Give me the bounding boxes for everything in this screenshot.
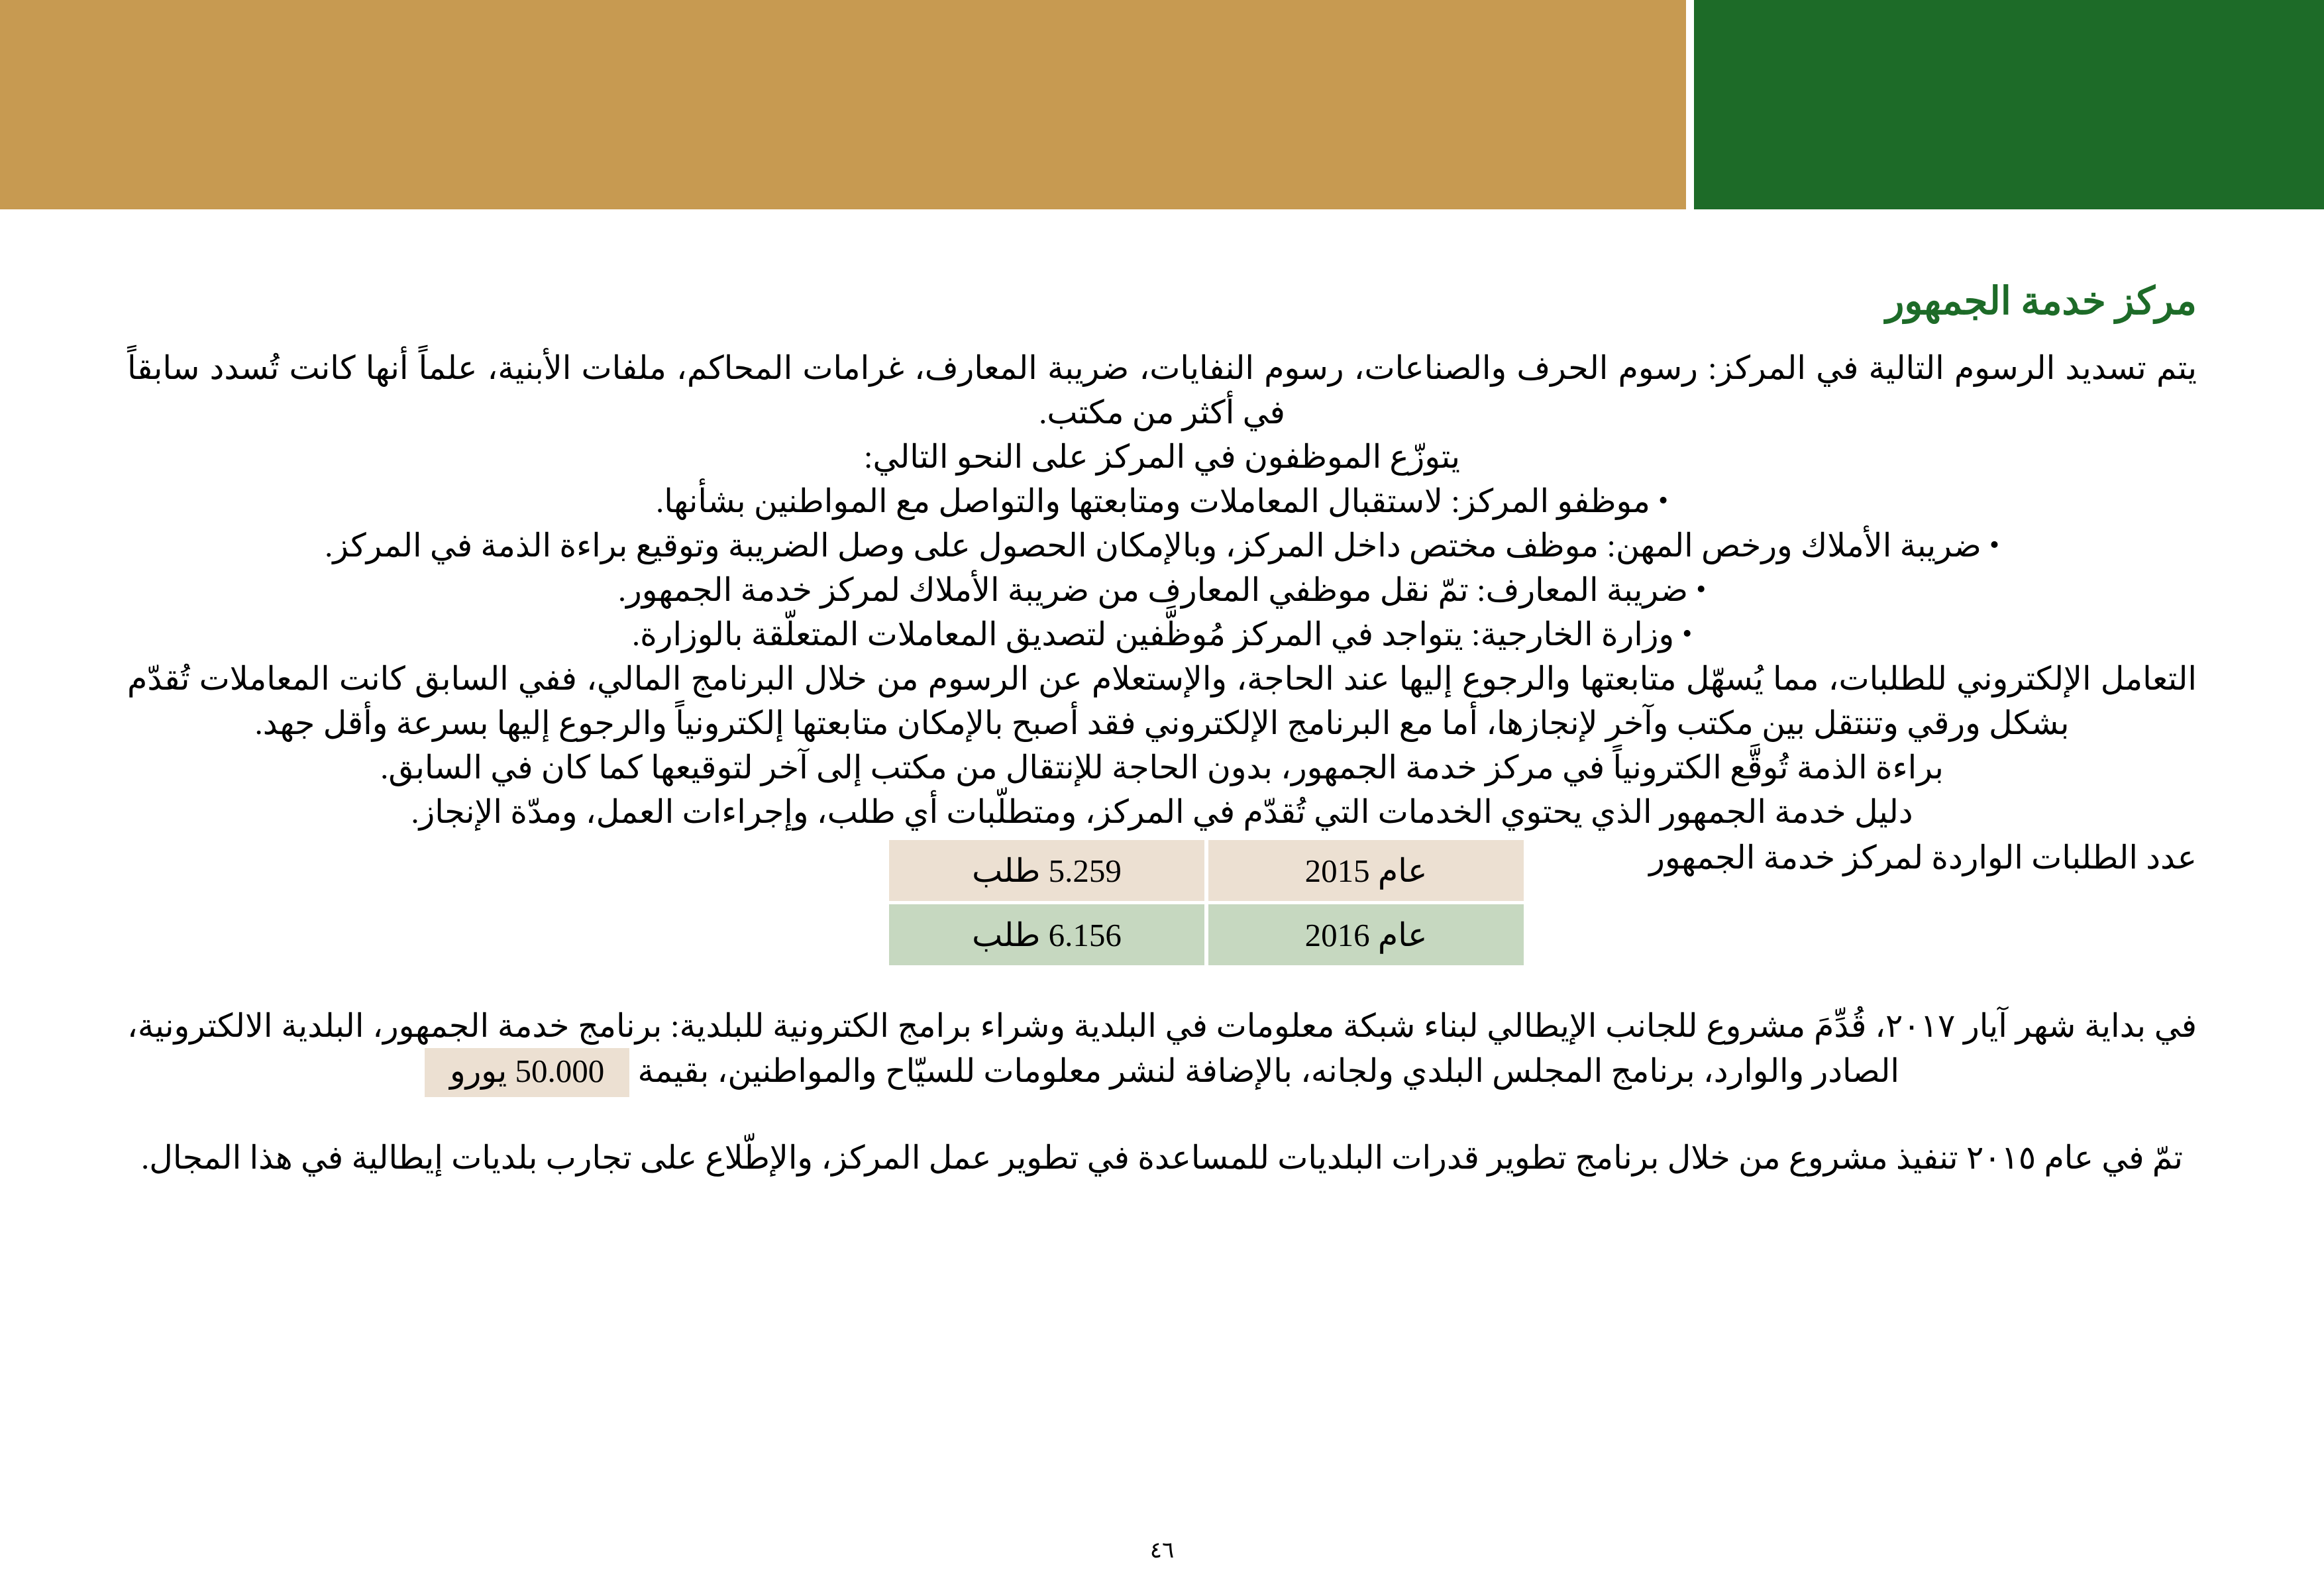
intro-paragraph: يتم تسديد الرسوم التالية في المركز: رسوم الحرف والصناعات، رسوم النفايات، ضريبة المعارف، غرامات المحاكم، ملفات الأبنية، علماً أنها كانت تُسدد سابقاً في أكثر من مكتب.: [127, 350, 2197, 431]
staff-bullet-item: [127, 479, 2197, 523]
clearance-certificate-line: براءة الذمة تُوقَّع الكترونياً في مركز خدمة الجمهور، بدون الحاجة للإنتقال من مكتب إلى آخر لتوقيعها كما كان في السابق.: [380, 749, 1944, 786]
staff-bullet-item: [127, 612, 2197, 657]
requests-table-caption: عدد الطلبات الواردة لمركز خدمة الجمهور: [1649, 839, 2197, 876]
page-body: [0, 209, 2324, 1586]
table-cell-count: 5.259 طلب: [889, 840, 1204, 901]
header-gold-band: [0, 0, 1686, 209]
staff-distribution-lead: يتوزّع الموظفون في المركز على النحو التالي:: [863, 439, 1461, 475]
staff-bullet-label: ضريبة المعارف: تمّ نقل موظفي المعارف من ضريبة الأملاك لمركز خدمة الجمهور.: [617, 572, 1689, 608]
service-guide-line: دليل خدمة الجمهور الذي يحتوي الخدمات التي تُقدّم في المركز، ومتطلّبات أي طلب، وإجراءات العمل، ومدّة الإنجاز.: [411, 794, 1913, 830]
requests-block: [127, 835, 2197, 965]
staff-bullet-label: وزارة الخارجية: يتواجد في المركز مُوظَّفين لتصديق المعاملات المتعلّقة بالوزارة.: [631, 616, 1675, 653]
staff-bullet-label: موظفو المركز: لاستقبال المعاملات ومتابعتها والتواصل مع المواطنين بشأنها.: [656, 483, 1651, 519]
staff-bullet-item: [127, 523, 2197, 568]
requests-table: [885, 837, 1528, 969]
staff-bullet-label: ضريبة الأملاك ورخص المهن: موظف مختص داخل المركز، وبالإمكان الحصول على وصل الضريبة وتوقيع براءة الذمة في المركز.: [325, 527, 1981, 564]
project-paragraph-text: في بداية شهر آيار ٢٠١٧، قُدِّمَ مشروع للجانب الإيطالي لبناء شبكة معلومات في البلدية وشراء برامج الكترونية للبلدية: برنامج خدمة الجمهور، البلدية الالكترونية، الصادر والوارد، برنامج المجلس البلدي ولجانه، بالإضافة لنشر معلومات للسيّاح والمواطنين، بقيمة: [127, 1008, 2197, 1089]
bullet-icon: •: [1989, 530, 1999, 560]
table-cell-count: 6.156 طلب: [889, 904, 1204, 965]
header-color-bands: [0, 0, 2324, 209]
final-paragraph: تمّ في عام ٢٠١٥ تنفيذ مشروع من خلال برنامج تطوير قدرات البلديات للمساعدة في تطوير عمل المركز، والإطّلاع على تجارب بلديات إيطالية في هذا المجال.: [141, 1139, 2183, 1176]
staff-bullet-item: [127, 568, 2197, 612]
project-paragraph: [127, 1004, 2197, 1097]
page-title: مركز خدمة الجمهور: [1885, 280, 2197, 323]
bullet-icon: •: [1658, 486, 1668, 516]
electronic-handling-paragraph: التعامل الإلكتروني للطلبات، مما يُسهّل متابعتها والرجوع إليها عند الحاجة، والإستعلام عن الرسوم من خلال البرنامج المالي، ففي السابق كانت المعاملات تُقدّم بشكل ورقي وتنتقل بين مكتب وآخر لإنجازها، أما مع البرنامج الإلكتروني فقد أصبح بالإمكان متابعتها إلكترونياً والرجوع إليها بسرعة وأقل جهد.: [127, 661, 2197, 741]
bullet-icon: •: [1696, 574, 1707, 605]
page-number: ٤٦: [1149, 1538, 1175, 1563]
table-cell-year: عام 2015: [1208, 840, 1524, 901]
table-row: [889, 840, 1524, 901]
header-green-band: [1694, 0, 2324, 209]
content-column: [127, 346, 2197, 1180]
bullet-icon: •: [1682, 619, 1693, 649]
table-cell-year: عام 2016: [1208, 904, 1524, 965]
project-amount-highlight: 50.000 يورو: [425, 1048, 629, 1097]
table-row: [889, 904, 1524, 965]
